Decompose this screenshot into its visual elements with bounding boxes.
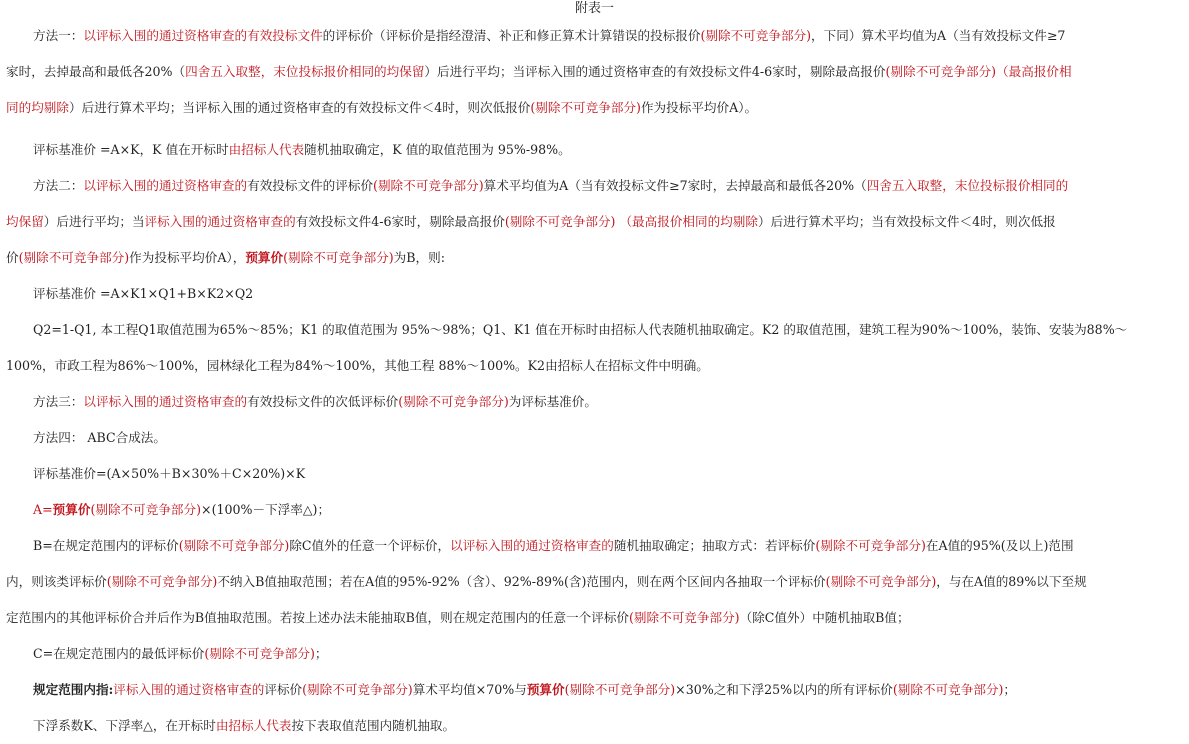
text-run: 家时，去掉最高和最低各20%（ xyxy=(6,64,186,79)
text-line xyxy=(6,276,1186,312)
highlighted-text-run: 以评标入围的通过资格审查的 xyxy=(83,394,248,409)
text-run: 评标基准价 =A×K，K 值在开标时 xyxy=(33,142,229,157)
text-run: 方法二： xyxy=(33,178,84,193)
text-run: 作为投标平均价A）。 xyxy=(640,100,758,115)
highlighted-text-run: (剔除不可竞争部分) xyxy=(892,682,1004,697)
highlighted-text-run: 均保留 xyxy=(6,214,44,229)
text-run: ）后进行算术平均；当评标入围的通过资格审查的有效投标文件＜4时，则次低报价 xyxy=(68,100,531,115)
highlighted-text-run: 预算价 xyxy=(245,250,284,265)
text-run: ； xyxy=(1003,682,1017,697)
text-run: 随机抽取确定；抽取方式：若评标价 xyxy=(613,538,816,553)
text-line xyxy=(6,600,1186,636)
text-run: 在A值的95%(及以上)范围 xyxy=(925,538,1074,553)
highlighted-text-run: A= xyxy=(33,502,53,517)
text-run: ×30%之和下浮25%以内的所有评标价 xyxy=(675,682,893,697)
text-line xyxy=(6,672,1186,708)
text-run: 价 xyxy=(6,250,19,265)
text-line xyxy=(6,132,1186,168)
highlighted-text-run: 以评标入围的通过资格审查的有效投标文件 xyxy=(83,28,323,43)
text-run: 评标基准价 =A×K1×Q1+B×K2×Q2 xyxy=(33,286,254,301)
text-run: 有效投标文件的评标价 xyxy=(247,178,374,193)
text-line xyxy=(6,168,1186,204)
paragraph-benchmark-formula-3 xyxy=(6,456,1186,492)
text-line xyxy=(6,90,1186,126)
paragraph-def-c xyxy=(6,636,1186,672)
text-run: ）后进行平均；当 xyxy=(43,214,145,229)
highlighted-text-run: 由招标人代表 xyxy=(215,718,292,733)
text-run: C=在规定范围内的最低评标价 xyxy=(33,646,205,661)
highlighted-text-run: (剔除不可竞争部分)（最高报价相 xyxy=(885,64,1072,79)
text-line xyxy=(6,492,1186,528)
paragraph-def-b xyxy=(6,528,1186,636)
highlighted-text-run: (剔除不可竞争部分) xyxy=(90,502,202,517)
highlighted-text-run: 同的均剔除 xyxy=(6,100,69,115)
text-run: 有效投标文件4-6家时，剔除最高报价 xyxy=(295,214,505,229)
text-run: ，与在A值的89%以下至规 xyxy=(936,574,1087,589)
text-line xyxy=(6,384,1186,420)
text-run: 随机抽取确定，K 值的取值范围为 95%-98%。 xyxy=(304,142,571,157)
text-line xyxy=(6,240,1186,276)
paragraph-benchmark-formula-2 xyxy=(6,276,1186,312)
highlighted-text-run: (剔除不可竞争部分) xyxy=(204,646,315,661)
text-line xyxy=(6,18,1186,54)
paragraph-method-2 xyxy=(6,168,1186,276)
highlighted-text-run: 预算价 xyxy=(52,502,91,517)
text-run: B=在规定范围内的评标价 xyxy=(33,538,179,553)
highlighted-text-run: 评标入围的通过资格审查的 xyxy=(144,214,296,229)
highlighted-text-run: (剔除不可竞争部分) xyxy=(373,178,484,193)
highlighted-text-run: (剔除不可竞争部分) xyxy=(629,610,740,625)
text-run: 按下表取值范围内随机抽取。 xyxy=(291,718,456,733)
text-line xyxy=(6,312,1186,348)
highlighted-text-run: (剔除不可竞争部分) xyxy=(178,538,290,553)
text-run: 为B，则: xyxy=(393,250,445,265)
highlighted-text-run: 四舍五入取整，末位投标报价相同的 xyxy=(866,178,1069,193)
text-run: 的评标价（评标价是指经澄清、补正和修正算术计算错误的投标报价 xyxy=(322,28,701,43)
highlighted-text-run: (剔除不可竞争部分) xyxy=(564,682,676,697)
text-line xyxy=(6,456,1186,492)
text-run: ； xyxy=(314,646,328,661)
text-line xyxy=(6,54,1186,90)
text-run: 100%，市政工程为86%～100%，园林绿化工程为84%～100%，其他工程 88%～100%。K2由招标人在招标文件中明确。 xyxy=(6,358,709,373)
text-line xyxy=(6,528,1186,564)
highlighted-text-run: (剔除不可竞争部分) xyxy=(504,214,616,229)
highlighted-text-run: (剔除不可竞争部分) xyxy=(825,574,937,589)
text-line xyxy=(6,420,1186,456)
text-run: ）后进行平均；当评标入围的通过资格审查的有效投标文件4-6家时，剔除最高报价 xyxy=(424,64,886,79)
text-run: 作为投标平均价A）， xyxy=(129,250,246,265)
paragraph-benchmark-formula-1 xyxy=(6,132,1186,168)
text-run: 评标基准价=(A×50%＋B×30%＋C×20%)×K xyxy=(33,466,306,481)
text-run: 下浮系数K、下浮率△，在开标时 xyxy=(33,718,216,733)
highlighted-text-run: (剔除不可竞争部分) xyxy=(815,538,926,553)
text-line xyxy=(6,636,1186,672)
highlighted-text-run: 以评标入围的通过资格审查的 xyxy=(450,538,614,553)
text-run: 算术平均值×70%与 xyxy=(412,682,527,697)
text-run: 为评标基准价。 xyxy=(508,394,597,409)
text-run: （除C值外）中随机抽取B值； xyxy=(739,610,910,625)
text-run: Q2=1-Q1, 本工程Q1取值范围为65%～85%；K1 的取值范围为 95%～98%；Q1、K1 值在开标时由招标人代表随机抽取确定。K2 的取值范围，建筑工程为90%～100%，装饰、安装为88%～ xyxy=(33,322,1128,337)
highlighted-text-run: 评标入围的通过资格审查的 xyxy=(113,682,265,697)
highlighted-text-run: (剔除不可竞争部分) xyxy=(398,394,509,409)
text-run: 内，则该类评标价 xyxy=(6,574,107,589)
highlighted-text-run: 由招标人代表 xyxy=(228,142,305,157)
highlighted-text-run: (剔除不可竞争部分) xyxy=(530,100,641,115)
text-run: ，下同）算术平均值为A（当有效投标文件≥7 xyxy=(811,28,1066,43)
text-run: 方法四： ABC合成法。 xyxy=(33,430,166,445)
highlighted-text-run: (剔除不可竞争部分) xyxy=(700,28,812,43)
paragraph-method-4 xyxy=(6,420,1186,456)
text-run: 方法三： xyxy=(33,394,84,409)
highlighted-text-run: 预算价 xyxy=(526,682,565,697)
paragraph-range-definition xyxy=(6,672,1186,708)
paragraph-coefficient-note xyxy=(6,708,1186,744)
text-run: 方法一： xyxy=(33,28,84,43)
page-title: 附表一 xyxy=(574,1,614,16)
text-line xyxy=(6,708,1186,744)
highlighted-text-run: 规定范围内指: xyxy=(33,682,114,697)
text-line xyxy=(6,204,1186,240)
paragraph-q-k-ranges xyxy=(6,312,1186,384)
highlighted-text-run: 四舍五入取整，末位投标报价相同的均保留 xyxy=(185,64,425,79)
highlighted-text-run: （最高报价相同的均剔除 xyxy=(619,214,758,229)
text-line xyxy=(6,564,1186,600)
text-run: 除C值外的任意一个评标价， xyxy=(289,538,451,553)
text-run: 算术平均值为A（当有效投标文件≥7家时，去掉最高和最低各20%（ xyxy=(483,178,867,193)
text-run: 评标价 xyxy=(264,682,303,697)
highlighted-text-run: (剔除不可竞争部分) xyxy=(283,250,394,265)
text-line xyxy=(6,348,1186,384)
text-run: 不纳入B值抽取范围；若在A值的95%-92%（含）、92%-89%(含)范围内，则在两个区间内各抽取一个评标价 xyxy=(217,574,826,589)
highlighted-text-run: 以评标入围的通过资格审查的 xyxy=(83,178,248,193)
text-run: 定范围内的其他评标价合并后作为B值抽取范围。若按上述办法未能抽取B值，则在规定范围内的任意一个评标价 xyxy=(6,610,630,625)
paragraph-def-a xyxy=(6,492,1186,528)
paragraph-method-3 xyxy=(6,384,1186,420)
paragraph-method-1 xyxy=(6,18,1186,126)
text-run: 有效投标文件的次低评标价 xyxy=(247,394,399,409)
text-run: ）后进行算术平均；当有效投标文件＜4时，则次低报 xyxy=(757,214,1056,229)
highlighted-text-run: (剔除不可竞争部分) xyxy=(302,682,413,697)
highlighted-text-run: (剔除不可竞争部分) xyxy=(106,574,218,589)
highlighted-text-run: (剔除不可竞争部分) xyxy=(18,250,130,265)
text-run: ×(100%－下浮率△)； xyxy=(201,502,331,517)
